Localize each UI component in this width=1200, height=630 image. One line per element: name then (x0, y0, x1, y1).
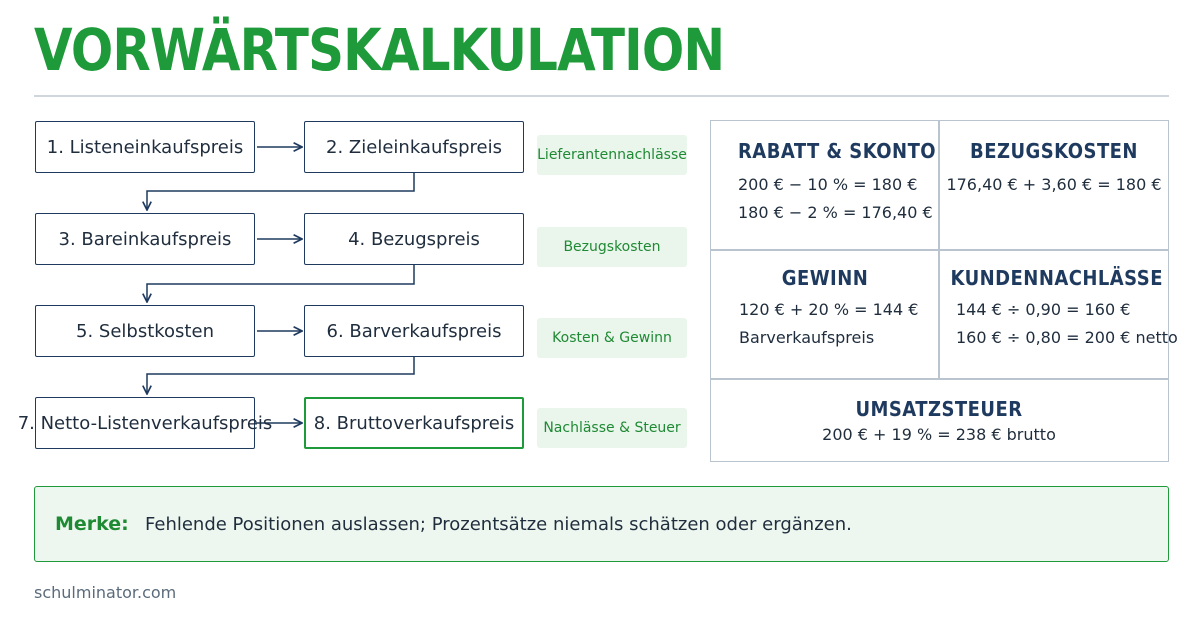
example-kundennachlaesse (939, 266, 1178, 352)
footer-source: schulminator.com (34, 583, 177, 602)
example-line: 176,40 € + 3,60 € = 180 € (946, 175, 1162, 194)
examples-grid (710, 120, 1178, 462)
step-7-netto-listenverkaufspreis: 7. Netto-Listenverkaufspreis (35, 397, 255, 449)
note-label: Merke: (55, 513, 129, 535)
tag-lieferantennachlaesse: Lieferantennachlässe (537, 135, 687, 175)
example-line: 120 € + 20 % = 144 € (739, 300, 919, 319)
arrow-2-3 (147, 173, 414, 210)
example-rabatt-skonto (738, 139, 958, 227)
step-4-bezugspreis: 4. Bezugspreis (304, 213, 524, 265)
grid-divider-horizontal (711, 378, 1168, 380)
arrow-4-5 (147, 265, 414, 302)
step-8-bruttoverkaufspreis: 8. Bruttoverkaufspreis (304, 397, 524, 449)
note-box (34, 486, 1169, 562)
example-line: Barverkaufspreis (739, 328, 875, 347)
tag-kosten-gewinn: Kosten & Gewinn (537, 318, 687, 358)
step-2-zieleinkaufspreis: 2. Zieleinkaufspreis (304, 121, 524, 173)
example-title: BEZUGSKOSTEN (970, 139, 1138, 163)
example-umsatzsteuer (711, 397, 1167, 449)
step-5-selbstkosten: 5. Selbstkosten (35, 305, 255, 357)
step-6-barverkaufspreis: 6. Barverkaufspreis (304, 305, 524, 357)
arrow-6-7 (147, 357, 414, 394)
example-title: UMSATZSTEUER (855, 397, 1023, 421)
example-title: KUNDENNACHLÄSSE (950, 266, 1163, 290)
example-line: 200 € − 10 % = 180 € (738, 175, 918, 194)
tag-nachlaesse-steuer: Nachlässe & Steuer (537, 408, 687, 448)
example-line: 160 € ÷ 0,80 = 200 € netto (956, 328, 1178, 347)
example-title: RABATT & SKONTO (738, 139, 937, 163)
tag-bezugskosten: Bezugskosten (537, 227, 687, 267)
note-text: Fehlende Positionen auslassen; Prozentsätze niemals schätzen oder ergänzen. (145, 514, 852, 535)
step-1-listeneinkaufspreis: 1. Listeneinkaufspreis (35, 121, 255, 173)
example-bezugskosten (939, 139, 1169, 199)
example-line: 180 € − 2 % = 176,40 € (738, 203, 933, 222)
page-title: VORWÄRTSKALKULATION (34, 16, 725, 84)
example-line: 200 € + 19 % = 238 € brutto (822, 425, 1056, 444)
step-3-bareinkaufspreis: 3. Bareinkaufspreis (35, 213, 255, 265)
grid-divider-horizontal (711, 249, 1168, 251)
example-title: GEWINN (781, 266, 869, 290)
example-gewinn (711, 266, 939, 352)
example-line: 144 € ÷ 0,90 = 160 € (956, 300, 1131, 319)
